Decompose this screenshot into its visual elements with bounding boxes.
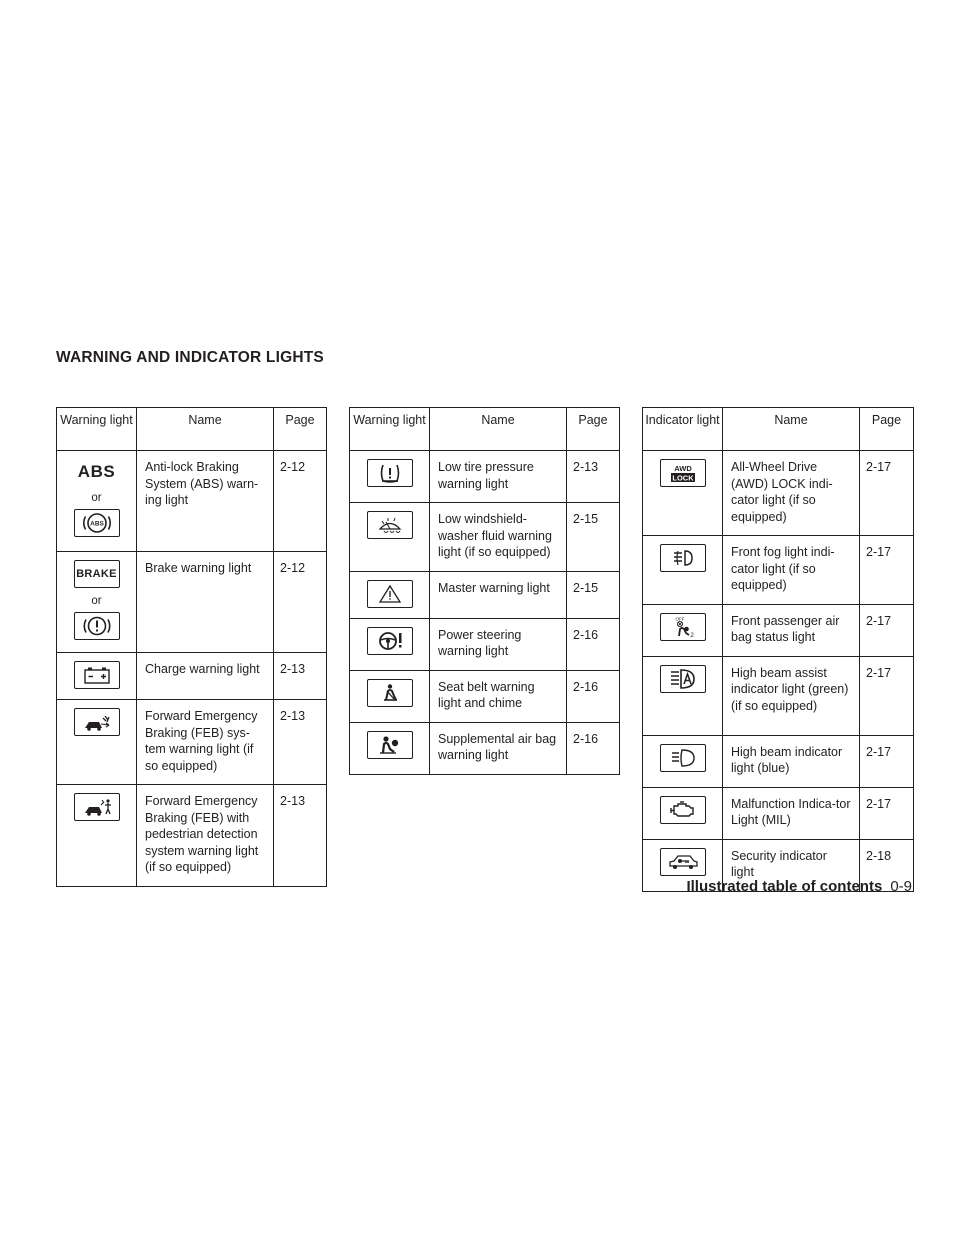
row-page: 2-18 [860, 839, 914, 891]
row-name: Brake warning light [137, 552, 274, 653]
row-page: 2-15 [567, 571, 620, 618]
table-row [350, 618, 620, 670]
or-label: or [91, 595, 102, 607]
row-name: Malfunction Indica-tor Light (MIL) [723, 787, 860, 839]
table-row [643, 536, 914, 605]
brake-circle-icon [74, 612, 120, 640]
row-page: 2-17 [860, 451, 914, 536]
header-icon: Indicator light [643, 408, 723, 451]
table-row [350, 503, 620, 572]
row-name: Low windshield-washer fluid warning light (if so equipped) [430, 503, 567, 572]
icon-cell [57, 700, 137, 785]
row-page: 2-16 [567, 722, 620, 774]
feb-pedestrian-icon [74, 793, 120, 821]
awd-lock-icon [660, 459, 706, 487]
passenger-airbag-off-icon [660, 613, 706, 641]
icon-cell [350, 618, 430, 670]
header-name: Name [137, 408, 274, 451]
table-row [643, 735, 914, 787]
row-name: Master warning light [430, 571, 567, 618]
icon-cell [350, 571, 430, 618]
engine-icon [660, 796, 706, 824]
svg-text:2: 2 [689, 631, 694, 639]
icon-cell [350, 503, 430, 572]
warning-lights-table-2 [349, 407, 620, 775]
row-page: 2-17 [860, 656, 914, 735]
table-row [643, 604, 914, 656]
icon-cell [350, 670, 430, 722]
tire-pressure-icon [367, 459, 413, 487]
row-page: 2-13 [274, 653, 327, 700]
svg-text:LOCK: LOCK [671, 473, 694, 483]
table-row [350, 722, 620, 774]
row-page: 2-13 [274, 700, 327, 785]
washer-fluid-icon [367, 511, 413, 539]
row-page: 2-17 [860, 604, 914, 656]
brake-text-icon: BRAKE [74, 560, 120, 588]
row-name: High beam assist indicator light (green) (if so equipped) [723, 656, 860, 735]
header-name: Name [723, 408, 860, 451]
table-row [57, 552, 327, 653]
page-footer [686, 878, 912, 895]
row-name: Low tire pressure warning light [430, 451, 567, 503]
table-row [643, 451, 914, 536]
row-page: 2-12 [274, 451, 327, 552]
row-name: Charge warning light [137, 653, 274, 700]
row-page: 2-15 [567, 503, 620, 572]
header-page: Page [274, 408, 327, 451]
table-row [57, 653, 327, 700]
table-row [57, 451, 327, 552]
row-name: High beam indicator light (blue) [723, 735, 860, 787]
indicator-lights-table [642, 407, 914, 892]
table-row [643, 656, 914, 735]
airbag-icon [367, 731, 413, 759]
front-fog-icon [660, 544, 706, 572]
table-row [350, 571, 620, 618]
row-page: 2-17 [860, 787, 914, 839]
master-warning-icon [367, 580, 413, 608]
icon-cell [643, 735, 723, 787]
icon-cell [57, 653, 137, 700]
row-name: Front fog light indi-cator light (if so equipped) [723, 536, 860, 605]
row-page: 2-13 [274, 785, 327, 887]
table-row [643, 787, 914, 839]
footer-title: Illustrated table of contents [686, 878, 883, 895]
icon-cell [57, 785, 137, 887]
icon-cell [57, 552, 137, 653]
row-name: Front passenger air bag status light [723, 604, 860, 656]
row-name: Security indicator light [723, 839, 860, 891]
power-steering-icon [367, 627, 413, 655]
svg-text:OFF: OFF [675, 616, 684, 621]
icon-cell [643, 536, 723, 605]
header-name: Name [430, 408, 567, 451]
icon-cell [643, 656, 723, 735]
header-icon: Warning light [350, 408, 430, 451]
row-page: 2-17 [860, 536, 914, 605]
row-page: 2-17 [860, 735, 914, 787]
svg-text:ABS: ABS [89, 520, 104, 528]
high-beam-assist-icon [660, 665, 706, 693]
row-name: Power steering warning light [430, 618, 567, 670]
row-page: 2-16 [567, 670, 620, 722]
icon-cell [643, 451, 723, 536]
table-row [350, 451, 620, 503]
icon-cell [350, 451, 430, 503]
feb-icon [74, 708, 120, 736]
icon-cell [643, 787, 723, 839]
battery-icon [74, 661, 120, 689]
header-icon: Warning light [57, 408, 137, 451]
svg-text:AWD: AWD [673, 464, 692, 473]
security-icon [660, 848, 706, 876]
row-name: Anti-lock Braking System (ABS) warn-ing light [137, 451, 274, 552]
row-name: Forward Emergency Braking (FEB) with pedestrian detection system warning light (if so equipped) [137, 785, 274, 887]
row-page: 2-16 [567, 618, 620, 670]
seat-belt-icon [367, 679, 413, 707]
row-page: 2-13 [567, 451, 620, 503]
high-beam-icon [660, 744, 706, 772]
icon-cell [350, 722, 430, 774]
icon-cell [57, 451, 137, 552]
abs-circle-icon [74, 509, 120, 537]
row-name: Supplemental air bag warning light [430, 722, 567, 774]
table-row [57, 785, 327, 887]
row-page: 2-12 [274, 552, 327, 653]
row-name: Forward Emergency Braking (FEB) sys-tem warning light (if so equipped) [137, 700, 274, 785]
header-page: Page [860, 408, 914, 451]
table-row [350, 670, 620, 722]
table-header-row [643, 408, 914, 451]
warning-lights-table-1 [56, 407, 327, 887]
row-name: All-Wheel Drive (AWD) LOCK indi-cator light (if so equipped) [723, 451, 860, 536]
footer-page-number: 0-9 [890, 878, 912, 895]
table-header-row [57, 408, 327, 451]
abs-icon: ABS [75, 459, 119, 485]
header-page: Page [567, 408, 620, 451]
row-name: Seat belt warning light and chime [430, 670, 567, 722]
table-header-row [350, 408, 620, 451]
section-title: WARNING AND INDICATOR LIGHTS [56, 349, 324, 366]
icon-cell [643, 604, 723, 656]
or-label: or [91, 492, 102, 504]
table-row [57, 700, 327, 785]
